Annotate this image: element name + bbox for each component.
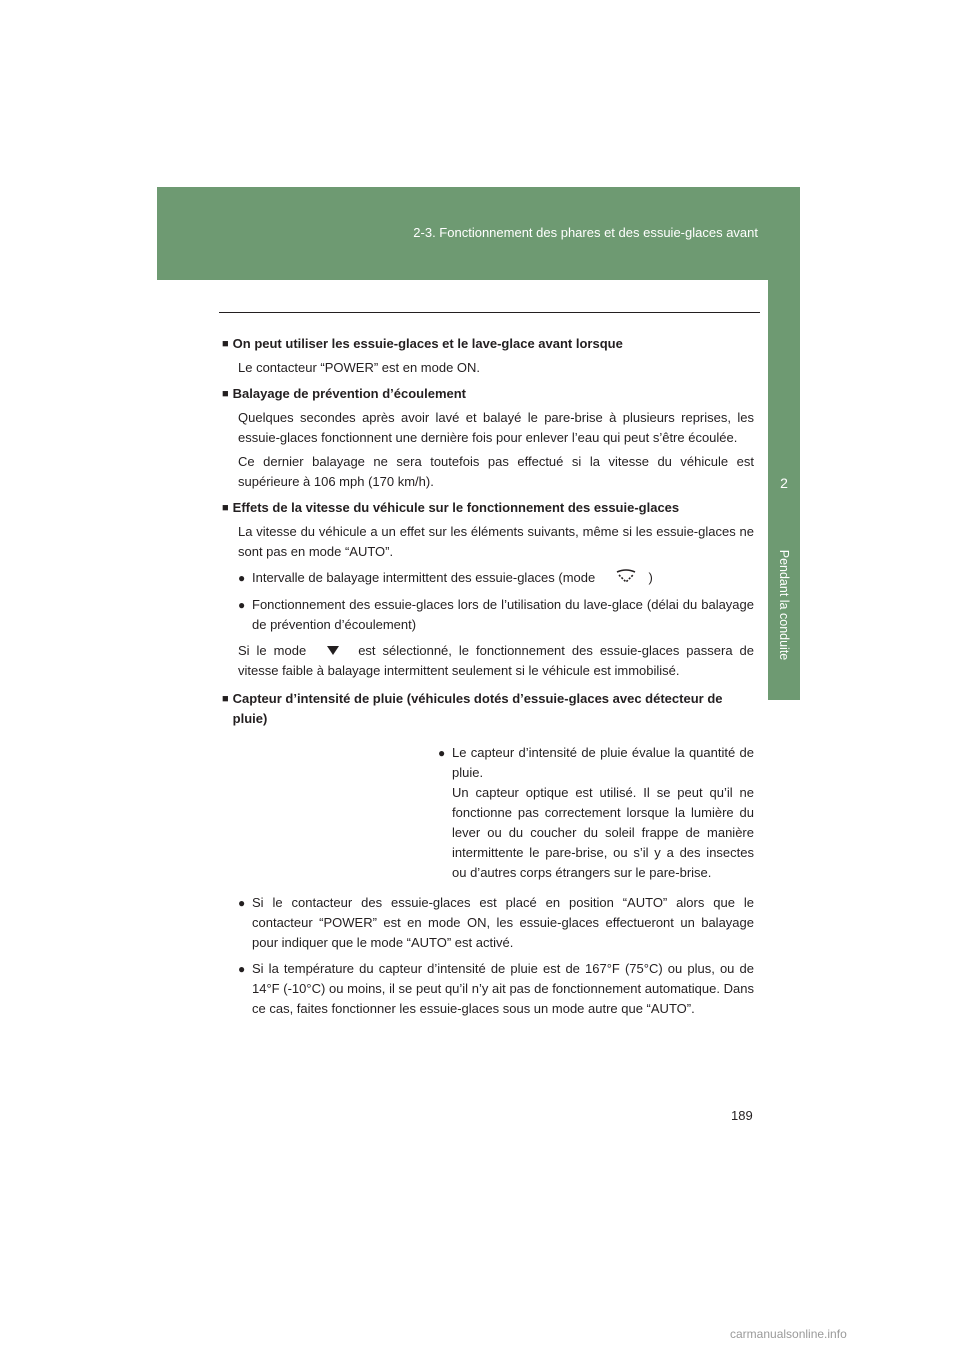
- chapter-number: 2: [780, 475, 788, 491]
- header-band: [157, 187, 800, 280]
- intermittent-wiper-icon: [615, 569, 637, 589]
- bullet-item: ● Fonctionnement des essuie-glaces lors de l’utilisation du lave-glace (délai du balayage de prévention d’écoulement): [238, 595, 754, 635]
- bullet-icon: ●: [238, 962, 246, 977]
- watermark: carmanualsonline.info: [730, 1327, 847, 1341]
- square-bullet-icon: ■: [222, 388, 229, 400]
- chapter-label: [778, 540, 790, 670]
- square-bullet-icon: ■: [222, 502, 229, 514]
- square-bullet-icon: ■: [222, 693, 229, 706]
- section-heading-text: Balayage de prévention d’écoulement: [232, 386, 467, 401]
- section-heading: [222, 689, 754, 729]
- header-divider: [219, 312, 760, 313]
- chapter-label-text: Pendant la conduite: [777, 549, 791, 661]
- bullet-icon: ●: [238, 597, 246, 612]
- paragraph: Ce dernier balayage ne sera toutefois pas effectué si la vitesse du véhicule est supérieure à 106 mph (170 km/h).: [238, 454, 754, 489]
- page-number: 189: [731, 1108, 753, 1123]
- paragraph: Quelques secondes après avoir lavé et balayé le pare-brise à plusieurs reprises, les essuie-glaces fonctionnent une dernière fois pour enlever l’eau qui peut s’être écoulée.: [238, 410, 754, 445]
- bullet-icon: ●: [438, 746, 446, 761]
- bullet-item: ● Si la température du capteur d’intensité de pluie est de 167°F (75°C) ou plus, ou de 14°F (-10°C) ou moins, il se peut qu’il n’y ait pas de fonctionnement automatique. Dans ce cas, faites fonctionner les essuie-glaces sous un mode autre que “AUTO”.: [238, 959, 754, 1019]
- section-heading-text: Capteur d’intensité de pluie (véhicules dotés d’essuie-glaces avec détecteur de pluie): [232, 691, 723, 727]
- section-heading: [222, 384, 754, 404]
- page-content: [222, 328, 754, 1019]
- bullet-icon: ●: [238, 896, 246, 911]
- square-bullet-icon: ■: [222, 338, 229, 350]
- down-triangle-icon: [327, 641, 339, 661]
- section-heading-text: Effets de la vitesse du véhicule sur le fonctionnement des essuie-glaces: [232, 500, 680, 515]
- paragraph: Le contacteur “POWER” est en mode ON.: [238, 360, 481, 375]
- paragraph: Si le mode est sélectionné, le fonctionnement des essuie-glaces passera de vitesse faible à balayage intermittent seulement si le véhicule est immobilisé.: [238, 642, 755, 679]
- bullet-item: ● Le capteur d’intensité de pluie évalue la quantité de pluie. Un capteur optique est utilisé. Il se peut qu’il ne fonctionne pas correctement lorsque la lumière du lever ou du coucher du soleil frappe de manière intermittente le pare-brise, ou s’il y a des insectes ou d’autres corps étrangers sur le pare-brise.: [438, 743, 754, 883]
- paragraph: La vitesse du véhicule a un effet sur les éléments suivants, même si les essuie-glaces ne sont pas en mode “AUTO”.: [238, 524, 754, 559]
- bullet-icon: ●: [238, 571, 246, 585]
- section-heading-text: On peut utiliser les essuie-glaces et le lave-glace avant lorsque: [232, 336, 623, 351]
- bullet-item: ● Intervalle de balayage intermittent des essuie-glaces (mode ): [238, 568, 754, 589]
- section-title: 2-3. Fonctionnement des phares et des essuie-glaces avant: [413, 225, 758, 240]
- section-heading: [222, 498, 754, 518]
- rain-sensor-notes: [438, 743, 754, 883]
- bullet-item: ● Si le contacteur des essuie-glaces est placé en position “AUTO” alors que le contacteur “POWER” est en mode ON, les essuie-glaces effectueront un balayage pour indiquer que le mode “AUTO” est activé.: [238, 893, 754, 953]
- section-heading: [222, 334, 754, 354]
